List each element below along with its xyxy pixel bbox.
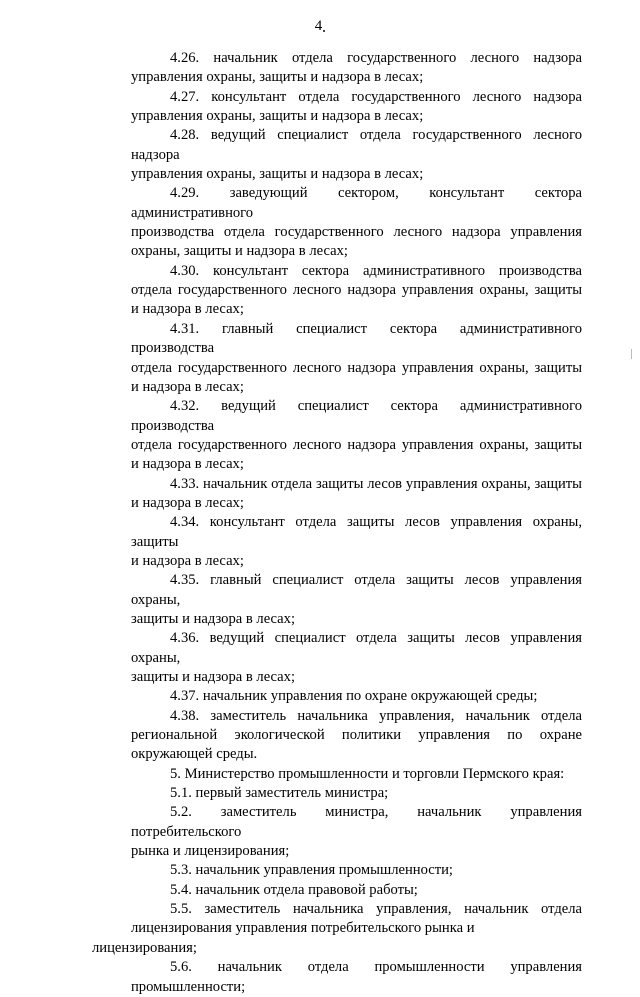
list-item-5-6: [92, 958, 582, 997]
page-number: [0, 17, 640, 35]
text-line: окружающей среды.: [131, 746, 258, 763]
text-line: 4.27. консультант отдела государственного лесного надзора: [170, 88, 582, 105]
text-line: рынка и лицензирования;: [131, 843, 290, 860]
list-item-4-30: [92, 262, 582, 320]
text-line: 5. Министерство промышленности и торговли Пермского края:: [170, 765, 565, 782]
list-item-5: [92, 765, 582, 784]
text-line: и надзора в лесах;: [131, 552, 244, 569]
list-item-4-28: [92, 126, 582, 184]
page-number-value: 4: [314, 18, 323, 34]
list-item-5-1: [92, 784, 582, 803]
list-item-5-5: [92, 900, 582, 958]
list-item-4-29: [92, 184, 582, 261]
list-item-4-35: [92, 571, 582, 629]
list-item-4-36: [92, 629, 582, 687]
text-line: 5.6. начальник отдела промышленности управления: [170, 959, 582, 976]
text-line: управления охраны, защиты и надзора в лесах;: [131, 108, 424, 125]
text-line: и надзора в лесах;: [131, 494, 244, 511]
text-line: 5.3. начальник управления промышленности;: [170, 862, 453, 879]
text-line: 4.31. главный специалист сектора административного производства: [131, 320, 582, 357]
text-line: управления охраны, защиты и надзора в лесах;: [131, 69, 424, 86]
text-line: 5.5. заместитель начальника управления, начальник отдела: [170, 901, 582, 918]
list-item-5-2: [92, 803, 582, 861]
list-item-4-26: [92, 49, 582, 88]
text-line: 4.37. начальник управления по охране окружающей среды;: [170, 688, 538, 705]
page-number-mark: [323, 30, 325, 32]
list-item-4-32: [92, 397, 582, 474]
text-line: 4.30. консультант сектора административного производства: [170, 262, 582, 279]
text-line: и надзора в лесах;: [131, 301, 244, 318]
list-item-4-31: [92, 320, 582, 397]
text-line: промышленности;: [131, 978, 246, 995]
text-line: 5.4. начальник отдела правовой работы;: [170, 881, 418, 898]
text-line: 4.34. консультант отдела защиты лесов управления охраны, защиты: [131, 514, 582, 550]
text-line: отдела государственного лесного надзора управления охраны, защиты: [131, 359, 582, 376]
text-line: региональной экологической политики управления по охране: [131, 727, 582, 744]
document-body: [92, 49, 582, 997]
text-line: отдела государственного лесного надзора управления охраны, защиты: [131, 436, 582, 453]
text-line: управления охраны, защиты и надзора в лесах;: [131, 166, 424, 183]
text-line: производства отдела государственного лесного надзора управления: [131, 224, 582, 241]
text-line: 4.26. начальник отдела государственного лесного надзора: [170, 50, 582, 66]
text-line: охраны, защиты и надзора в лесах;: [131, 243, 348, 260]
list-item-5-3: [92, 861, 582, 880]
text-line: и надзора в лесах;: [131, 456, 244, 473]
text-line: 4.36. ведущий специалист отдела защиты лесов управления охраны,: [131, 630, 582, 666]
list-item-4-34: [92, 513, 582, 571]
text-line: защиты и надзора в лесах;: [131, 669, 296, 685]
text-line: 4.38. заместитель начальника управления, начальник отдела: [170, 707, 582, 724]
text-line: и надзора в лесах;: [131, 378, 244, 395]
text-line: 4.32. ведущий специалист сектора административного производства: [131, 398, 582, 434]
text-line: 5.2. заместитель министра, начальник управления потребительского: [131, 804, 582, 840]
list-item-4-38: [92, 707, 582, 765]
text-line: 4.35. главный специалист отдела защиты лесов управления охраны,: [131, 572, 582, 608]
text-line: 4.29. заведующий сектором, консультант сектора административного: [131, 185, 582, 221]
text-line: 5.1. первый заместитель министра;: [170, 785, 389, 802]
text-line: лицензирования управления потребительского рынка и лицензирования;: [92, 920, 475, 956]
list-item-4-33: [92, 475, 582, 514]
text-line: 4.33. начальник отдела защиты лесов управления охраны, защиты: [170, 475, 582, 492]
margin-mark: [631, 349, 632, 359]
list-item-4-27: [92, 88, 582, 127]
text-line: 4.28. ведущий специалист отдела государственного лесного надзора: [131, 127, 582, 163]
text-line: отдела государственного лесного надзора управления охраны, защиты: [131, 282, 582, 299]
text-line: защиты и надзора в лесах;: [131, 610, 296, 627]
list-item-5-4: [92, 881, 582, 900]
list-item-4-37: [92, 687, 582, 706]
